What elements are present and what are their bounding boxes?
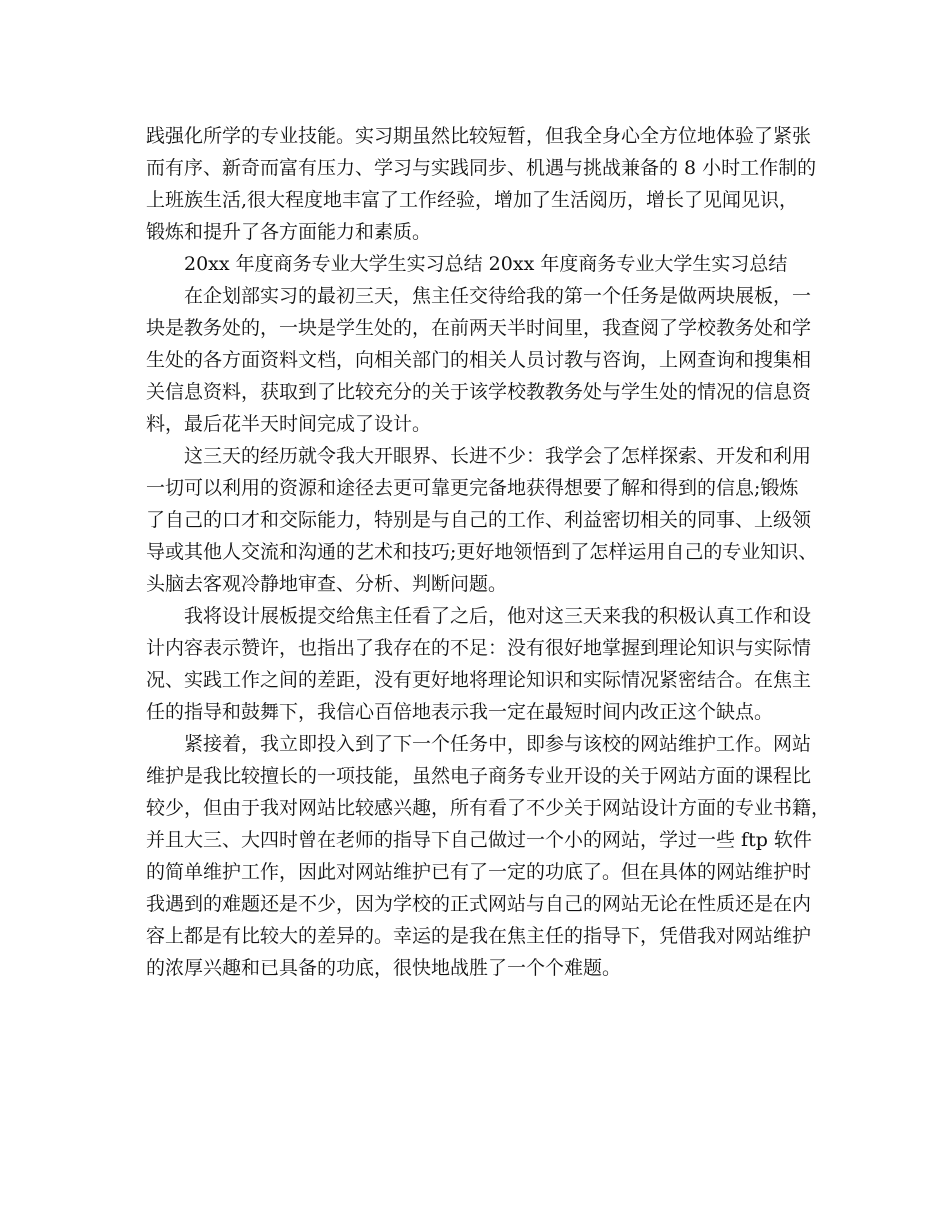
text-line: 这三天的经历就令我大开眼界、长进不少：我学会了怎样探索、开发和利用 (184, 445, 812, 467)
text-line: 我将设计展板提交给焦主任看了之后，他对这三天来我的积极认真工作和设 (184, 605, 812, 627)
text-line: 并且大三、大四时曾在老师的指导下自己做过一个小的网站，学过一些 ftp 软件 (146, 829, 812, 851)
text-line: 在企划部实习的最初三天，焦主任交待给我的第一个任务是做两块展板，一 (184, 285, 812, 307)
text-line: 关信息资料，获取到了比较充分的关于该学校教教务处与学生处的情况的信息资 (146, 381, 812, 403)
text-line: 而有序、新奇而富有压力、学习与实践同步、机遇与挑战兼备的 8 小时工作制的 (146, 157, 817, 179)
text-line: 况、实践工作之间的差距，没有更好地将理论知识和实际情况紧密结合。在焦主 (146, 669, 812, 691)
text-line: 较少，但由于我对网站比较感兴趣，所有看了不少关于网站设计方面的专业书籍， (146, 797, 831, 819)
text-line: 容上都是有比较大的差异的。幸运的是我在焦主任的指导下，凭借我对网站维护 (146, 925, 812, 947)
text-line: 计内容表示赞许，也指出了我存在的不足：没有很好地掌握到理论知识与实际情 (146, 637, 812, 659)
text-line: 践强化所学的专业技能。实习期虽然比较短暂，但我全身心全方位地体验了紧张 (146, 125, 812, 147)
text-line: 锻炼和提升了各方面能力和素质。 (146, 221, 432, 243)
text-line: 料，最后花半天时间完成了设计。 (146, 413, 432, 435)
section-heading: 20xx 年度商务专业大学生实习总结 20xx 年度商务专业大学生实习总结 (184, 253, 788, 275)
text-line: 维护是我比较擅长的一项技能，虽然电子商务专业开设的关于网站方面的课程比 (146, 765, 812, 787)
text-line: 的简单维护工作，因此对网站维护已有了一定的功底了。但在具体的网站维护时 (146, 861, 812, 883)
text-line: 的浓厚兴趣和已具备的功底，很快地战胜了一个个难题。 (146, 957, 622, 979)
text-line: 一切可以利用的资源和途径去更可靠更完备地获得想要了解和得到的信息;锻炼 (146, 477, 799, 499)
text-line: 块是教务处的，一块是学生处的，在前两天半时间里，我查阅了学校教务处和学 (146, 317, 812, 339)
text-line: 任的指导和鼓舞下，我信心百倍地表示我一定在最短时间内改正这个缺点。 (146, 701, 774, 723)
text-line: 紧接着，我立即投入到了下一个任务中，即参与该校的网站维护工作。网站 (184, 733, 812, 755)
text-line: 上班族生活,很大程度地丰富了工作经验，增加了生活阅历，增长了见闻见识， (146, 189, 799, 211)
text-line: 我遇到的难题还是不少，因为学校的正式网站与自己的网站无论在性质还是在内 (146, 893, 812, 915)
text-line: 了自己的口才和交际能力，特别是与自己的工作、利益密切相关的同事、上级领 (146, 509, 812, 531)
text-line: 头脑去客观冷静地审查、分析、判断问题。 (146, 573, 508, 595)
text-line: 生处的各方面资料文档，向相关部门的相关人员讨教与咨询，上网查询和搜集相 (146, 349, 812, 371)
text-line: 导或其他人交流和沟通的艺术和技巧;更好地领悟到了怎样运用自己的专业知识、 (146, 541, 818, 563)
